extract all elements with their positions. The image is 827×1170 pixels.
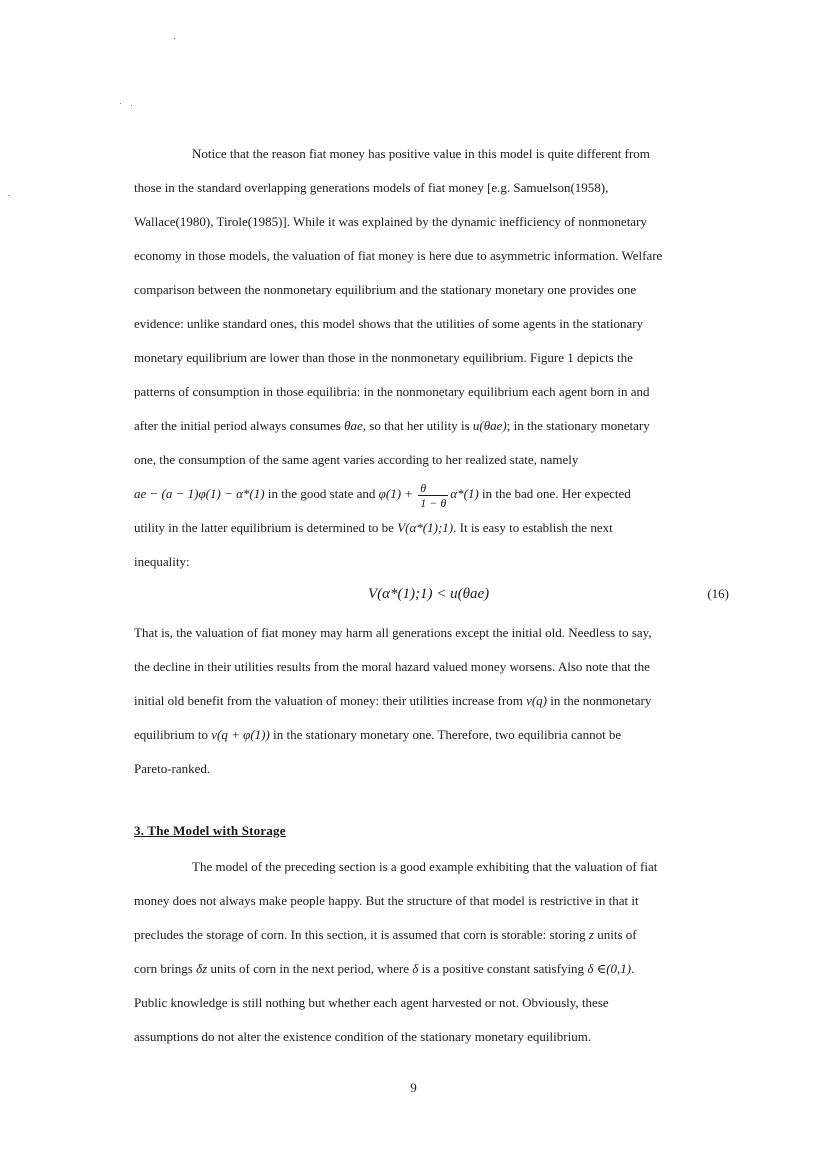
text-span: in the nonmonetary bbox=[547, 693, 652, 708]
paragraph-storage bbox=[134, 850, 729, 1054]
math-delta-range: δ ∈(0,1) bbox=[587, 961, 632, 976]
math-bad-state-post: α*(1) bbox=[450, 486, 479, 501]
text-span: , so that her utility is bbox=[362, 418, 473, 433]
text-line: assumptions do not alter the existence condition of the stationary monetary equilibrium. bbox=[134, 1029, 592, 1044]
text-line: Notice that the reason fiat money has positive value in this model is quite different from bbox=[192, 146, 650, 161]
scan-speck bbox=[8, 195, 9, 196]
text-line bbox=[134, 684, 729, 718]
text-line: Public knowledge is still nothing but whether each agent harvested or not. Obviously, these bbox=[134, 995, 609, 1010]
math-utility: u(θae) bbox=[472, 418, 507, 433]
text-span: utility in the latter equilibrium is determined to be bbox=[134, 520, 398, 535]
math-v-q-phi: v(q + φ(1)) bbox=[211, 727, 270, 742]
text-line: those in the standard overlapping generations models of fiat money [e.g. Samuelson(1958), bbox=[134, 180, 609, 195]
text-line: evidence: unlike standard ones, this model shows that the utilities of some agents in the stationary bbox=[134, 316, 644, 331]
text-span: units of bbox=[593, 927, 637, 942]
equation-number: (16) bbox=[707, 586, 729, 601]
math-good-state: ae − (a − 1)φ(1) − α*(1) bbox=[134, 486, 265, 501]
text-line: economy in those models, the valuation of fiat money is here due to asymmetric information. Welfare bbox=[134, 248, 663, 263]
text-line: money does not always make people happy. But the structure of that model is restrictive in that it bbox=[134, 893, 639, 908]
text-line: inequality: bbox=[134, 554, 190, 569]
text-span: units of corn in the next period, where bbox=[207, 961, 413, 976]
text-line bbox=[134, 409, 729, 443]
equation-text: V(α*(1);1) < u(θae) bbox=[368, 586, 490, 602]
text-line: monetary equilibrium are lower than those in the nonmonetary equilibrium. Figure 1 depicts the bbox=[134, 350, 633, 365]
scan-speck bbox=[174, 38, 175, 39]
text-span: in the stationary monetary one. Therefore, two equilibria cannot be bbox=[269, 727, 622, 742]
paragraph-welfare-comparison bbox=[134, 137, 729, 579]
text-span: . bbox=[631, 961, 635, 976]
math-delta-z: δz bbox=[196, 961, 208, 976]
math-z: z bbox=[588, 927, 594, 942]
text-line: patterns of consumption in those equilibria: in the nonmonetary equilibrium each agent born in and bbox=[134, 384, 650, 399]
text-line: one, the consumption of the same agent varies according to her realized state, namely bbox=[134, 452, 579, 467]
text-span: is a positive constant satisfying bbox=[418, 961, 588, 976]
equation-16 bbox=[134, 583, 729, 609]
math-consumption: θae bbox=[344, 418, 363, 433]
text-span: . It is easy to establish the next bbox=[453, 520, 613, 535]
text-line: comparison between the nonmonetary equilibrium and the stationary monetary one provides one bbox=[134, 282, 637, 297]
text-line: The model of the preceding section is a good example exhibiting that the valuation of fiat bbox=[192, 859, 658, 874]
text-span: in the good state and bbox=[264, 486, 379, 501]
math-delta: δ bbox=[412, 961, 419, 976]
text-line bbox=[134, 477, 729, 511]
page-number: 9 bbox=[410, 1080, 417, 1095]
math-expected-utility: V(α*(1);1) bbox=[397, 520, 454, 535]
text-line: Pareto-ranked. bbox=[134, 761, 211, 776]
fraction bbox=[418, 481, 448, 510]
text-span: corn brings bbox=[134, 961, 197, 976]
scan-speck bbox=[131, 105, 132, 106]
text-span: precludes the storage of corn. In this section, it is assumed that corn is storable: storing bbox=[134, 927, 589, 942]
section-heading: 3. The Model with Storage bbox=[134, 823, 286, 838]
paragraph-pareto bbox=[134, 616, 729, 786]
text-line bbox=[134, 918, 729, 952]
text-line: the decline in their utilities results from the moral hazard valued money worsens. Also note that the bbox=[134, 659, 650, 674]
text-line bbox=[134, 952, 729, 986]
text-line: Wallace(1980), Tirole(1985)]. While it was explained by the dynamic inefficiency of nonmonetary bbox=[134, 214, 647, 229]
math-v-q: v(q) bbox=[526, 693, 547, 708]
text-span: after the initial period always consumes bbox=[134, 418, 345, 433]
text-line bbox=[134, 718, 729, 752]
text-line bbox=[134, 511, 729, 545]
text-line: That is, the valuation of fiat money may harm all generations except the initial old. Needless to say, bbox=[134, 625, 652, 640]
text-span: in the bad one. Her expected bbox=[478, 486, 631, 501]
text-span: equilibrium to bbox=[134, 727, 212, 742]
text-span: initial old benefit from the valuation of money: their utilities increase from bbox=[134, 693, 527, 708]
math-bad-state-pre: φ(1) + bbox=[378, 486, 417, 501]
fraction-numerator: θ bbox=[418, 481, 448, 496]
fraction-denominator: 1 − θ bbox=[420, 495, 447, 510]
scan-speck bbox=[120, 103, 121, 104]
text-span: ; in the stationary monetary bbox=[506, 418, 650, 433]
